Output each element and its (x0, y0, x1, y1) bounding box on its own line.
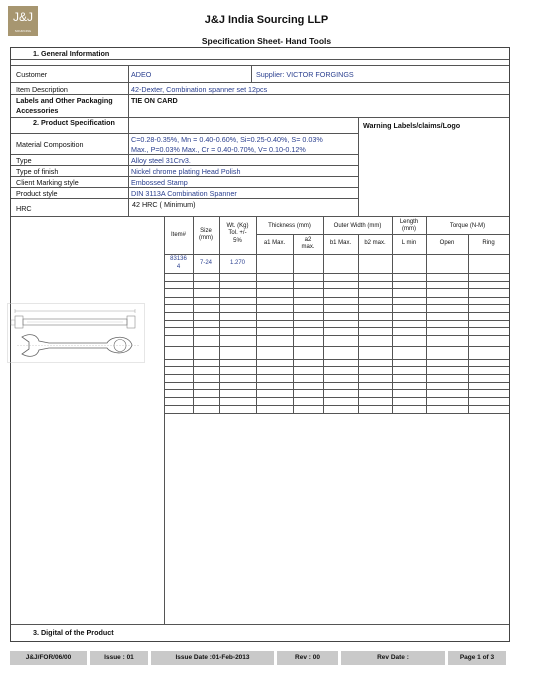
product-style-label: Product style (16, 189, 58, 198)
labels-packaging-label: Labels and Other Packaging (16, 96, 113, 105)
sheet-title: Specification Sheet- Hand Tools (201, 36, 332, 46)
row1-size: 7-24 (199, 260, 212, 266)
row1-item-1: 83136 (170, 256, 187, 262)
footer-rev-date: Rev Date : (341, 651, 445, 665)
col-ring: Ring (482, 240, 495, 246)
hrc-value: 42 HRC ( Minimum) (132, 200, 196, 209)
material-value-2: Max., P=0.03% Max., Cr = 0.40-0.70%, V= 0.10-0.12% (131, 145, 306, 154)
col-torque: Torque (N-M) (449, 223, 486, 229)
labels-packaging-label-2: Accessories (16, 106, 59, 115)
footer-issue-date: Issue Date :01-Feb-2013 (151, 651, 274, 665)
col-open: Open (439, 240, 455, 246)
row1-weight: 1.270 (229, 260, 245, 266)
material-label: Material Composition (16, 140, 84, 149)
col-weight-3: 5% (233, 238, 242, 244)
type-label: Type (16, 156, 32, 165)
section-general-info: 1. General Information (33, 49, 110, 58)
labels-packaging-value: TIE ON CARD (131, 96, 178, 105)
col-b2: b2 max. (364, 240, 386, 246)
col-weight-1: Wt. (Kg) (226, 223, 249, 229)
product-style-value: DIN 3113A Combination Spanner (131, 189, 237, 198)
item-description-value: 42-Dexter, Combination spanner set 12pcs (131, 85, 268, 94)
col-a2-1: a2 (304, 237, 312, 243)
marking-label: Client Marking style (16, 178, 79, 187)
company-name: J&J India Sourcing LLP (204, 14, 329, 26)
col-size: Size (mm) (199, 228, 213, 241)
col-b1: b1 Max. (329, 240, 352, 246)
material-value-1: C=0.28-0.35%, Mn = 0.40-0.60%, Si=0.25-0.40%, S= 0.03% (131, 135, 323, 144)
col-length-2: (mm) (402, 226, 416, 232)
col-a1: a1 Max. (263, 240, 286, 246)
col-a2-2: max. (301, 244, 315, 250)
col-outer-width: Outer Width (mm) (333, 223, 382, 229)
customer-label: Customer (16, 70, 48, 79)
marking-value: Embossed Stamp (131, 178, 188, 187)
hrc-label: HRC (16, 204, 32, 213)
warning-labels-heading: Warning Labels/claims/Logo (363, 121, 461, 130)
type-value: Alloy steel 31Crv3. (131, 156, 191, 165)
col-thickness: Thickness (mm) (268, 223, 311, 229)
footer-bar (10, 651, 506, 665)
footer-rev: Rev : 00 (277, 651, 338, 665)
col-item: Item# (170, 232, 186, 238)
logo-subtext: SOURCING (14, 29, 32, 33)
col-weight-2: Tol. +/- (228, 230, 247, 236)
section-digital-product: 3. Digital of the Product (33, 628, 114, 637)
footer-page: Page 1 of 3 (448, 651, 506, 665)
row1-item-2: 4 (176, 264, 181, 270)
finish-value: Nickel chrome plating Head Polish (131, 167, 241, 176)
footer-issue: Issue : 01 (90, 651, 148, 665)
spanner-drawing (7, 303, 145, 363)
col-length-1: Length (399, 219, 419, 225)
finish-label: Type of finish (16, 167, 59, 176)
footer-doc-number: J&J/FOR/06/00 (10, 651, 87, 665)
logo-text: J&J (12, 10, 33, 24)
col-lmin: L min (401, 240, 417, 246)
item-description-label: Item Description (16, 85, 68, 94)
section-product-spec: 2. Product Specification (33, 118, 115, 127)
supplier-value: Supplier: VICTOR FORGINGS (256, 70, 354, 79)
customer-value: ADEO (131, 70, 152, 79)
